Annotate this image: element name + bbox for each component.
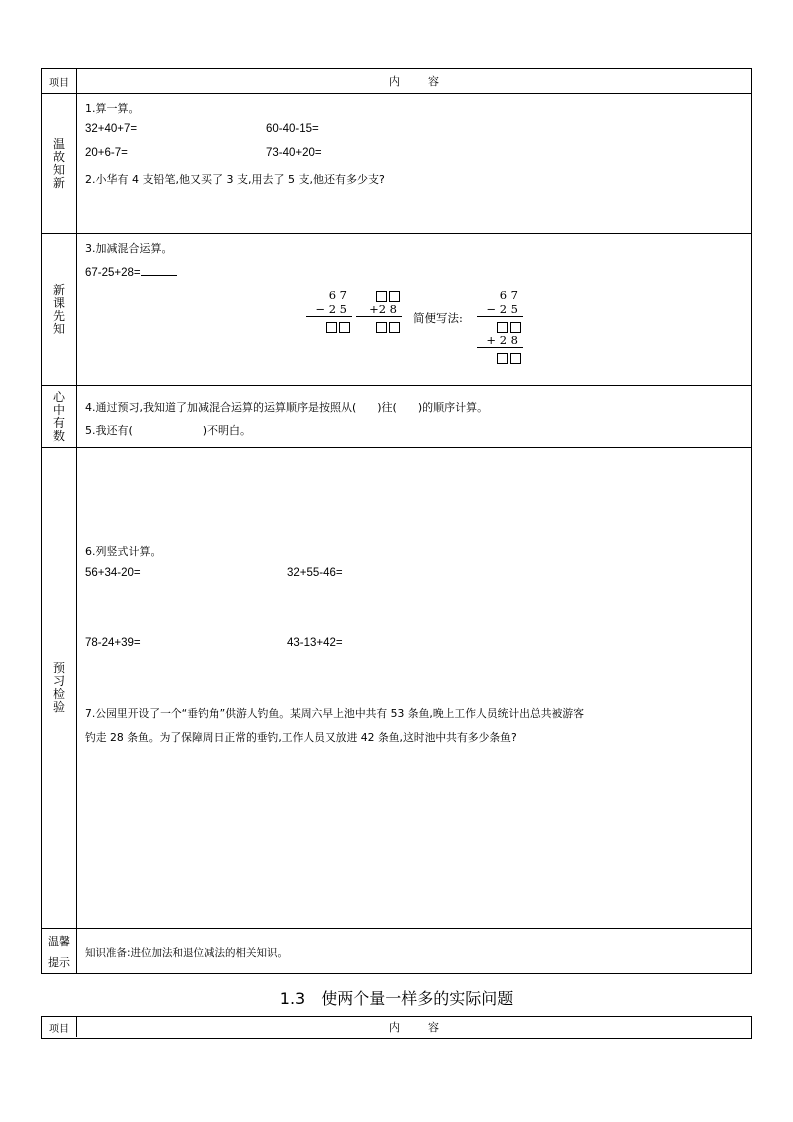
section-title	[0, 986, 793, 1009]
answer-box[interactable]	[376, 291, 387, 302]
question-3-expression	[85, 264, 177, 279]
question-3-title: 3.加减混合运算。	[85, 242, 173, 255]
header-content-cell	[77, 69, 751, 93]
row-preview-test	[42, 447, 751, 928]
calc-operand: +2 8	[369, 302, 397, 316]
expression: 32+55-46=	[287, 567, 343, 579]
table-header-row	[42, 1017, 751, 1037]
header-item-label: 项目	[49, 1023, 69, 1035]
table-header-row	[42, 69, 751, 93]
expression: 56+34-20=	[85, 567, 141, 579]
vertical-calc-3	[477, 288, 523, 364]
header-item-label: 项目	[49, 77, 69, 89]
vertical-calc-1	[306, 288, 352, 333]
header-item-cell	[42, 1017, 77, 1037]
expression: 32+40+7=	[85, 123, 138, 135]
answer-box[interactable]	[389, 322, 400, 333]
expression: 43-13+42=	[287, 637, 343, 649]
row-content-cell	[77, 94, 751, 233]
row-content-cell	[77, 929, 751, 974]
worksheet-table	[41, 68, 752, 974]
question-1-title: 1.算一算。	[85, 102, 140, 115]
expression: 73-40+20=	[266, 147, 322, 159]
row-self-check	[42, 385, 751, 447]
row-content-cell	[77, 234, 751, 385]
question-7-line-2: 钓走 28 条鱼。为了保障周日正常的垂钓,工作人员又放进 42 条鱼,这时池中共有多少条鱼?	[85, 731, 517, 744]
answer-box[interactable]	[510, 353, 521, 364]
row-tip	[42, 928, 751, 974]
answer-box[interactable]	[510, 322, 521, 333]
answer-box[interactable]	[339, 322, 350, 333]
answer-blank[interactable]	[141, 264, 177, 276]
section-number: 1.3	[279, 989, 306, 1008]
calc-result	[306, 316, 352, 333]
row-label-cell	[42, 929, 77, 974]
expression: 20+6-7=	[85, 147, 128, 159]
calc-operand: − 2 5	[486, 302, 518, 316]
row-label-preview-test: 预习检验	[52, 661, 65, 714]
answer-box[interactable]	[497, 322, 508, 333]
row-label-cell	[42, 386, 77, 447]
row-content-cell	[77, 448, 751, 928]
expression: 78-24+39=	[85, 637, 141, 649]
header-content-char: 内	[389, 75, 400, 88]
header-content-char: 容	[428, 75, 439, 88]
header-content-char: 内	[389, 1021, 400, 1034]
row-label-new-lesson: 新课先知	[52, 282, 65, 336]
question-4: 4.通过预习,我知道了加减混合运算的运算顺序是按照从( )往( )的顺序计算。	[85, 401, 489, 414]
calc-result	[356, 316, 402, 333]
header-item-cell	[42, 69, 77, 93]
calc-top: 6 7	[328, 288, 347, 302]
row-label-cell	[42, 234, 77, 385]
calc-result	[477, 347, 523, 364]
row-label-cell	[42, 94, 77, 233]
calc-top: 6 7	[499, 288, 518, 302]
question-2: 2.小华有 4 支铅笔,他又买了 3 支,用去了 5 支,他还有多少支?	[85, 173, 385, 186]
vertical-calc-2	[356, 288, 402, 333]
calc-top	[356, 288, 402, 302]
row-label-review: 温故知新	[52, 136, 65, 190]
question-6-title: 6.列竖式计算。	[85, 545, 162, 558]
expression: 67-25+28=	[85, 267, 141, 279]
row-new-lesson	[42, 233, 751, 385]
row-content-cell	[77, 386, 751, 447]
answer-box[interactable]	[497, 353, 508, 364]
header-content-cell	[77, 1017, 751, 1037]
answer-box[interactable]	[326, 322, 337, 333]
answer-box[interactable]	[376, 322, 387, 333]
calc-intermediate	[477, 316, 523, 333]
row-label-self-check: 心中有数	[52, 389, 65, 443]
simple-method-label: 简便写法:	[413, 311, 463, 325]
row-label-tip: 温馨提示	[48, 934, 70, 969]
worksheet-table-2	[41, 1016, 752, 1039]
row-review	[42, 93, 751, 233]
header-content-char: 容	[428, 1021, 439, 1034]
expression: 60-40-15=	[266, 123, 319, 135]
tip-text: 知识准备:进位加法和退位减法的相关知识。	[85, 947, 289, 959]
answer-box[interactable]	[389, 291, 400, 302]
question-7-line-1: 7.公园里开设了一个“垂钓角”供游人钓鱼。某周六早上池中共有 53 条鱼,晚上工作人员统计出总共被游客	[85, 707, 584, 720]
calc-operand: − 2 5	[315, 302, 347, 316]
question-5: 5.我还有( )不明白。	[85, 424, 252, 437]
row-label-cell	[42, 448, 77, 928]
section-title-text: 使两个量一样多的实际问题	[321, 989, 514, 1008]
calc-operand: + 2 8	[486, 333, 518, 347]
